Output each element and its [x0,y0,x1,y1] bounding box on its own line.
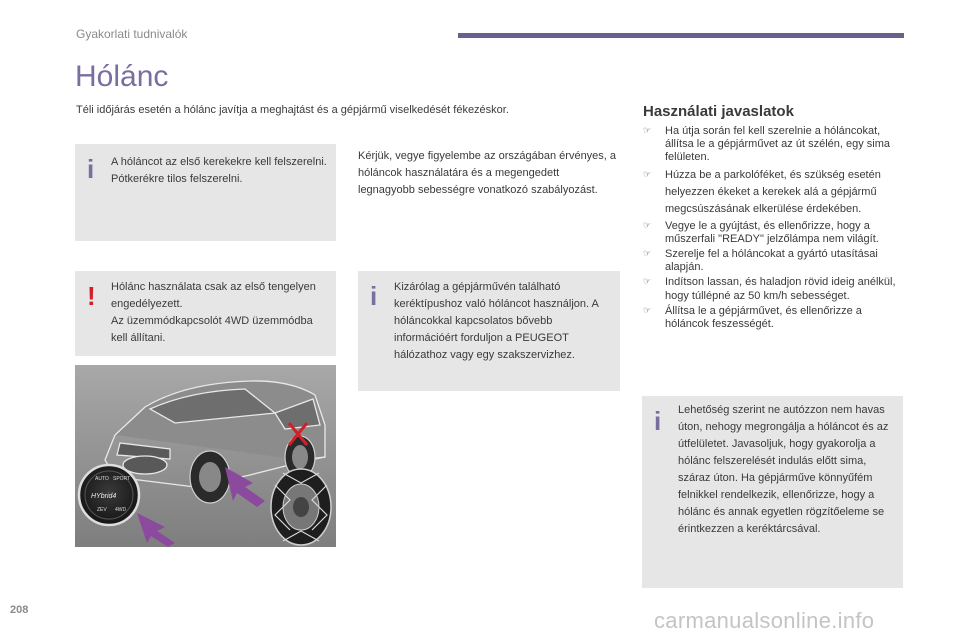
info-box-approved-chains [358,271,620,391]
warning-box-text [111,279,331,347]
info-icon: i [654,406,662,436]
tip-item: ☞ Ha útja során fel kell szerelnie a hóláncokat, állítsa le a gépjárművet az út szélén, egy sima felületen. [643,125,905,165]
tip-item: ☞ Húzza be a parkolóféket, és szükség esetén helyezzen ékeket a kerekek alá a gépjármű megcsúszásának elkerülése érdekében. [643,167,905,218]
warning-line-2: Az üzemmódkapcsolót 4WD üzemmódba kell állítani. [111,315,313,344]
intro-text: Téli időjárás esetén a hólánc javítja a meghajtást és a gépjármű viselkedését fékezéskor. [76,104,509,116]
dial-label-auto: AUTO [95,476,109,482]
warning-icon: ! [87,281,96,311]
snow-chain-tire-icon [271,469,331,545]
info-icon: i [370,281,378,311]
info-box-driving-advice [642,396,903,588]
tip-item: ☞ Állítsa le a gépjárművet, és ellenőrizze a hóláncok feszességét. [643,305,905,331]
dial-brand: HYbrid4 [91,493,117,500]
dial-label-4wd: 4WD [115,507,127,513]
page-title: Hólánc [75,60,169,93]
regulation-note: Kérjük, vegye figyelembe az országában érvényes, a hóláncok használatára és a megengedett legnagyobb sebességre vonatkozó szabályozást. [358,150,617,196]
dial-label-sport: SPORT [113,476,131,482]
warning-box-mode [75,271,336,356]
warning-line-1: Hólánc használata csak az első tengelyen engedélyezett. [111,281,316,310]
tip-item: ☞ Indítson lassan, és haladjon rövid ideig anélkül, hogy túllépné az 50 km/h sebességet. [643,276,905,302]
car-wheel-front [190,451,230,503]
illustration-svg [75,365,336,547]
watermark: carmanualsonline.info [654,608,875,633]
info-box-text: Lehetőség szerint ne autózzon nem havas úton, nehogy megrongálja a hóláncot és az útfelületet. Javasoljuk, hogy gyakorolja a hólánc felszerelését indulás előtt sima, száraz úton. Ha gépjárműve könnyűfém felnikkel rendelkezik, ellenőrizze, hogy a hólánc és annak egyetlen rögzítőeleme se érintkezzen a keréktárcsával. [678,404,889,535]
tip-item: ☞ Szerelje fel a hóláncokat a gyártó utasításai alapján. [643,248,905,274]
header-bar [458,33,904,38]
mode-dial-icon [79,465,139,525]
dial-label-zev: ZEV [97,507,107,513]
page-number: 208 [10,604,29,616]
info-box-text: Kizárólag a gépjárművén található keréktípushoz való hóláncot használjon. A hóláncokkal kapcsolatos bővebb információért forduljon a PEUGEOT hálózathoz vagy egy szakszervizhez. [394,281,599,361]
car-snow-chain-illustration [75,365,336,547]
info-box-front-wheels [75,144,336,241]
tips-heading: Használati javaslatok [643,103,794,120]
info-box-text: A hóláncot az első kerekekre kell felszerelni. Pótkerékre tilos felszerelni. [111,156,327,185]
tip-item: ☞ Vegye le a gyújtást, és ellenőrizze, hogy a műszerfali "READY" jelzőlámpa nem világít. [643,220,905,246]
info-icon: i [87,154,95,184]
section-title: Gyakorlati tudnivalók [76,27,188,41]
tips-list [643,125,905,333]
